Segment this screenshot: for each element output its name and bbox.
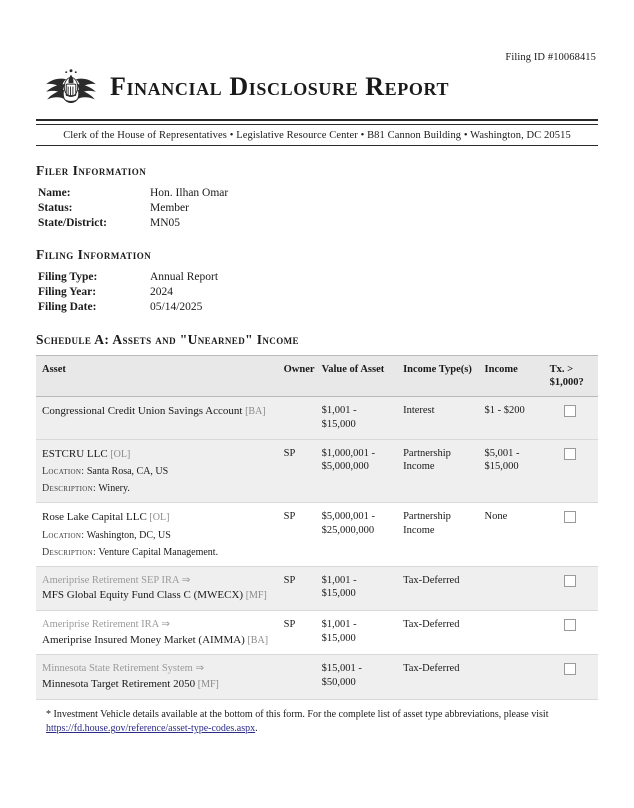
asset-type-tag: [MF]	[245, 590, 267, 602]
filer-name-label: Name:	[38, 186, 71, 199]
table-row	[36, 503, 598, 567]
table-row	[38, 299, 218, 314]
asset-type-tag: [BA]	[247, 634, 269, 646]
filing-information-heading: Filing Information	[36, 247, 152, 262]
schedule-a-heading: Schedule A: Assets and "Unearned" Income	[36, 332, 299, 347]
income-type-cell: Partnership Income	[397, 503, 478, 567]
asset-cell	[36, 503, 278, 567]
asset-name: MFS Global Equity Fund Class C (MWECX)	[42, 589, 244, 602]
asset-cell	[36, 611, 278, 655]
column-header-income: Income	[479, 356, 544, 397]
value-cell: $5,000,001 - $25,000,000	[316, 503, 397, 567]
asset-cell	[36, 397, 278, 439]
table-row	[36, 655, 598, 699]
income-cell: $5,001 - $15,000	[479, 439, 544, 503]
tx-cell	[544, 566, 598, 610]
filing-id: Filing ID #10068415	[505, 52, 596, 63]
filer-information-heading: Filer Information	[36, 163, 147, 178]
asset-name: ESTCRU LLC	[42, 447, 108, 460]
filer-status-label: Status:	[38, 201, 73, 214]
tx-checkbox[interactable]	[564, 619, 576, 631]
value-cell: $1,001 - $15,000	[316, 566, 397, 610]
asset-name: Minnesota Target Retirement 2050	[42, 678, 196, 691]
parent-asset-name: Ameriprise Retirement SEP IRA ⇒	[42, 574, 191, 586]
table-row	[38, 200, 228, 215]
tx-cell	[544, 655, 598, 699]
income-type-cell: Partnership Income	[397, 439, 478, 503]
owner-cell: SP	[278, 503, 316, 567]
footnote	[36, 708, 598, 737]
value-cell: $1,001 - $15,000	[316, 397, 397, 439]
filing-date-label: Filing Date:	[38, 300, 97, 313]
tx-cell	[544, 397, 598, 439]
tx-checkbox[interactable]	[564, 405, 576, 417]
tx-cell	[544, 611, 598, 655]
tx-cell	[544, 503, 598, 567]
asset-name: Rose Lake Capital LLC	[42, 511, 147, 524]
asset-cell	[36, 439, 278, 503]
report-title-row	[36, 65, 598, 109]
filing-year-label: Filing Year:	[38, 285, 97, 298]
table-row	[36, 397, 598, 439]
asset-type-tag: [MF]	[197, 679, 219, 691]
filing-type-label: Filing Type:	[38, 270, 98, 283]
filer-status-value: Member	[150, 201, 189, 214]
location-value: Washington, DC, US	[86, 529, 171, 541]
column-header-asset: Asset	[36, 356, 278, 397]
column-header-income-type: Income Type(s)	[397, 356, 478, 397]
income-cell: $1 - $200	[479, 397, 544, 439]
filing-date-value: 05/14/2025	[150, 300, 203, 313]
table-row	[36, 611, 598, 655]
asset-type-tag: [BA]	[245, 406, 266, 418]
description-label: Description:	[42, 546, 97, 558]
value-cell: $1,000,001 - $5,000,000	[316, 439, 397, 503]
table-row	[38, 269, 218, 284]
asset-location-line	[42, 529, 272, 542]
tx-checkbox[interactable]	[564, 663, 576, 675]
table-header-row	[36, 356, 598, 397]
asset-type-tag: [OL]	[149, 512, 170, 524]
table-row	[36, 439, 598, 503]
footnote-suffix: .	[255, 723, 258, 735]
column-header-tx: Tx. > $1,000?	[544, 356, 598, 397]
table-row	[38, 215, 228, 230]
asset-type-codes-link[interactable]: https://fd.house.gov/reference/asset-type-codes.aspx	[46, 723, 256, 735]
asset-cell	[36, 566, 278, 610]
table-row	[38, 185, 228, 200]
asset-description-line	[42, 482, 272, 495]
tx-checkbox[interactable]	[564, 575, 576, 587]
tx-checkbox[interactable]	[564, 448, 576, 460]
table-row	[36, 566, 598, 610]
filer-district-value: MN05	[150, 216, 181, 229]
tx-checkbox[interactable]	[564, 511, 576, 523]
owner-cell	[278, 397, 316, 439]
tx-cell	[544, 439, 598, 503]
income-type-cell: Interest	[397, 397, 478, 439]
clerk-address-line: Clerk of the House of Representatives • Legislative Resource Center • B81 Cannon Building • Washington, DC 20515	[63, 130, 571, 141]
filing-year-value: 2024	[150, 285, 173, 298]
description-value: Winery.	[98, 483, 130, 495]
filing-type-value: Annual Report	[150, 270, 219, 283]
parent-asset-name: Ameriprise Retirement IRA ⇒	[42, 619, 171, 631]
income-cell	[479, 655, 544, 699]
clerk-divider	[36, 145, 598, 146]
owner-cell: SP	[278, 439, 316, 503]
parent-asset-name: Minnesota State Retirement System ⇒	[42, 663, 205, 675]
description-label: Description:	[42, 483, 97, 495]
asset-description-line	[42, 546, 272, 559]
income-cell	[479, 566, 544, 610]
asset-cell	[36, 655, 278, 699]
page-title: Financial Disclosure Report	[110, 72, 450, 101]
location-value: Santa Rosa, CA, US	[86, 466, 169, 478]
location-label: Location:	[42, 529, 85, 541]
owner-cell: SP	[278, 611, 316, 655]
filing-information-table	[38, 269, 218, 314]
owner-cell	[278, 655, 316, 699]
table-row	[38, 284, 218, 299]
filer-information-table	[38, 185, 228, 230]
location-label: Location:	[42, 466, 85, 478]
column-header-value: Value of Asset	[316, 356, 397, 397]
asset-name: Ameriprise Insured Money Market (AIMMA)	[42, 633, 245, 646]
asset-name: Congressional Credit Union Savings Account	[42, 405, 243, 418]
value-cell: $15,001 - $50,000	[316, 655, 397, 699]
asset-location-line	[42, 465, 272, 478]
us-eagle-seal-icon	[42, 65, 100, 109]
footnote-text: * Investment Vehicle details available at the bottom of this form. For the complete list of asset type abbreviations, please visit	[46, 708, 549, 720]
income-type-cell: Tax-Deferred	[397, 655, 478, 699]
filer-district-label: State/District:	[38, 216, 107, 229]
column-header-owner: Owner	[278, 356, 316, 397]
income-type-cell: Tax-Deferred	[397, 611, 478, 655]
income-type-cell: Tax-Deferred	[397, 566, 478, 610]
filer-name-value: Hon. Ilhan Omar	[150, 186, 229, 199]
schedule-a-table	[36, 355, 598, 700]
income-cell: None	[479, 503, 544, 567]
owner-cell: SP	[278, 566, 316, 610]
asset-type-tag: [OL]	[110, 448, 131, 460]
description-value: Venture Capital Management.	[98, 546, 219, 558]
value-cell: $1,001 - $15,000	[316, 611, 397, 655]
income-cell	[479, 611, 544, 655]
